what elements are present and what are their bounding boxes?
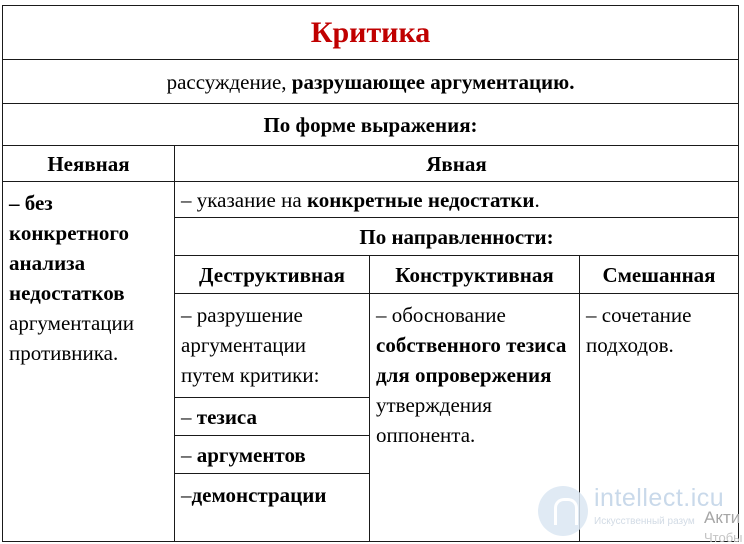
implicit-plain: аргументации противника. <box>9 311 134 365</box>
constructive-bold: собственного тезиса для опровержения <box>376 333 567 387</box>
destructive-item-dash: – <box>181 483 192 507</box>
implicit-header: Неявная <box>3 146 175 182</box>
destructive-item-dash: – <box>181 404 197 429</box>
implicit-bold: – без конкретного анализа недостатков <box>9 191 129 305</box>
watermark-subtitle: Искусственный разум <box>594 516 695 527</box>
direction-header: По направленности: <box>175 218 739 256</box>
criticism-table <box>2 5 739 542</box>
constructive-header: Конструктивная <box>370 256 580 294</box>
definition-bold: разрушающее аргументацию. <box>291 69 575 94</box>
definition <box>3 60 739 104</box>
constructive-plain: утверждения оппонента. <box>376 393 492 447</box>
destructive-item-dash: – <box>181 442 197 467</box>
watermark-name: intellect.icu <box>594 484 725 512</box>
explicit-end: . <box>534 187 540 212</box>
mixed-description: – сочетание подходов. <box>580 294 739 542</box>
form-header: По форме выражения: <box>3 104 739 146</box>
activation-notice: Акти <box>704 508 741 527</box>
destructive-item-label: аргументов <box>196 442 306 467</box>
explicit-description <box>175 182 739 218</box>
constructive-dash: – обоснование <box>376 303 506 327</box>
title: Критика <box>3 6 739 60</box>
explicit-bold: конкретные недостатки <box>306 187 535 212</box>
destructive-header: Деструктивная <box>175 256 370 294</box>
destructive-item-label: демонстрации <box>191 483 327 507</box>
destructive-item <box>175 436 370 474</box>
explicit-plain: – указание на <box>181 187 307 212</box>
destructive-description: – разрушение аргументации путем критики: <box>175 294 370 398</box>
definition-plain: рассуждение, <box>166 69 292 94</box>
destructive-item-label: тезиса <box>196 404 258 429</box>
implicit-description <box>3 182 175 542</box>
constructive-description <box>370 294 580 542</box>
activation-notice-line2: Чтобы <box>704 530 743 544</box>
explicit-header: Явная <box>175 146 739 182</box>
destructive-item <box>175 398 370 436</box>
mixed-header: Смешанная <box>580 256 739 294</box>
destructive-item <box>175 474 370 542</box>
